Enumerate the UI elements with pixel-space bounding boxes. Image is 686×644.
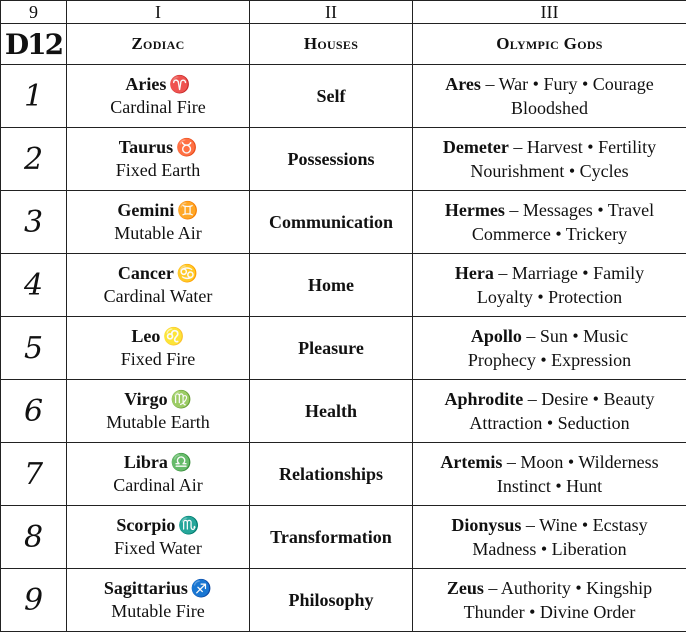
row-number: 4 <box>1 254 67 317</box>
house-cell: Relationships <box>250 443 413 506</box>
god-name: Apollo <box>470 326 522 346</box>
god-attributes-2: Commerce • Trickery <box>471 224 628 244</box>
zodiac-cell <box>67 317 250 380</box>
god-cell <box>413 569 686 632</box>
god-attributes-2: Instinct • Hunt <box>496 476 603 496</box>
zodiac-cell <box>67 254 250 317</box>
row-number: 6 <box>1 380 67 443</box>
house-cell: Transformation <box>250 506 413 569</box>
god-attributes-1: – Moon • Wilderness <box>502 452 659 472</box>
god-name: Demeter <box>442 137 509 157</box>
sign-modality: Cardinal Fire <box>110 97 206 117</box>
corner-number: 9 <box>1 1 67 24</box>
zodiac-cell <box>67 380 250 443</box>
god-attributes-1: – War • Fury • Courage <box>480 74 654 94</box>
sign-modality: Cardinal Water <box>103 286 213 306</box>
column-roman-2: II <box>250 1 413 24</box>
sign-name: Cancer ♋ <box>117 263 199 283</box>
god-cell <box>413 191 686 254</box>
column-title-houses: Houses <box>250 24 413 65</box>
god-attributes-2: Madness • Liberation <box>472 539 627 559</box>
sign-name: Taurus ♉ <box>118 137 198 157</box>
god-cell <box>413 506 686 569</box>
god-cell <box>413 443 686 506</box>
god-attributes-1: – Desire • Beauty <box>523 389 655 409</box>
zodiac-glyph-icon: ♏ <box>178 516 200 535</box>
god-attributes-1: – Authority • Kingship <box>483 578 653 598</box>
house-cell: Health <box>250 380 413 443</box>
house-cell: Philosophy <box>250 569 413 632</box>
sign-name: Sagittarius ♐ <box>103 578 213 598</box>
table-row <box>1 254 686 317</box>
sign-name: Leo ♌ <box>131 326 185 346</box>
zodiac-glyph-icon: ♎ <box>170 453 193 472</box>
table-row <box>1 317 686 380</box>
god-attributes-1: – Marriage • Family <box>493 263 645 283</box>
table-row <box>1 380 686 443</box>
god-attributes-2: Prophecy • Expression <box>467 350 632 370</box>
god-attributes-2: Loyalty • Protection <box>476 287 623 307</box>
god-name: Ares <box>445 74 481 94</box>
house-cell: Pleasure <box>250 317 413 380</box>
house-cell: Home <box>250 254 413 317</box>
sign-name: Gemini ♊ <box>117 200 199 220</box>
god-name: Dionysus <box>451 515 522 535</box>
sign-modality: Cardinal Air <box>113 475 203 495</box>
table-row <box>1 191 686 254</box>
zodiac-glyph-icon: ♊ <box>177 201 199 220</box>
corner-label: D12 <box>1 24 67 65</box>
row-number: 5 <box>1 317 67 380</box>
row-number: 7 <box>1 443 67 506</box>
god-name: Artemis <box>440 452 503 472</box>
zodiac-glyph-icon: ♍ <box>170 390 192 409</box>
sign-modality: Mutable Air <box>114 223 202 243</box>
god-attributes-1: – Harvest • Fertility <box>508 137 657 157</box>
zodiac-cell <box>67 128 250 191</box>
sign-name: Libra ♎ <box>123 452 193 472</box>
roman-header-row <box>1 1 686 24</box>
zodiac-cell <box>67 191 250 254</box>
zodiac-cell <box>67 443 250 506</box>
table-row <box>1 65 686 128</box>
column-roman-1: I <box>67 1 250 24</box>
house-cell: Possessions <box>250 128 413 191</box>
god-cell <box>413 65 686 128</box>
zodiac-glyph-icon: ♉ <box>176 138 198 157</box>
god-cell <box>413 254 686 317</box>
zodiac-glyph-icon: ♋ <box>176 264 199 283</box>
zodiac-glyph-icon: ♐ <box>190 579 213 598</box>
god-cell <box>413 317 686 380</box>
column-title-gods: Olympic Gods <box>413 24 686 65</box>
god-name: Hera <box>454 263 494 283</box>
god-name: Aphrodite <box>444 389 524 409</box>
table-row <box>1 128 686 191</box>
sign-modality: Fixed Water <box>114 538 202 558</box>
house-cell: Communication <box>250 191 413 254</box>
god-attributes-1: – Sun • Music <box>521 326 629 346</box>
row-number: 1 <box>1 65 67 128</box>
house-cell: Self <box>250 65 413 128</box>
column-roman-3: III <box>413 1 686 24</box>
zodiac-glyph-icon: ♌ <box>163 327 185 346</box>
column-title-zodiac: Zodiac <box>67 24 250 65</box>
god-attributes-2: Bloodshed <box>510 98 588 118</box>
table-row <box>1 506 686 569</box>
sign-modality: Mutable Earth <box>106 412 210 432</box>
god-attributes-1: – Messages • Travel <box>504 200 655 220</box>
sign-modality: Fixed Fire <box>120 349 196 369</box>
god-name: Zeus <box>446 578 484 598</box>
sign-modality: Mutable Fire <box>111 601 205 621</box>
title-header-row <box>1 24 686 65</box>
row-number: 8 <box>1 506 67 569</box>
sign-name: Aries ♈ <box>125 74 191 94</box>
sign-modality: Fixed Earth <box>115 160 201 180</box>
zodiac-cell <box>67 65 250 128</box>
zodiac-cell <box>67 506 250 569</box>
row-number: 2 <box>1 128 67 191</box>
row-number: 9 <box>1 569 67 632</box>
god-attributes-2: Nourishment • Cycles <box>470 161 629 181</box>
table-row <box>1 569 686 632</box>
sign-name: Virgo ♍ <box>124 389 192 409</box>
zodiac-cell <box>67 569 250 632</box>
god-cell <box>413 128 686 191</box>
god-attributes-2: Thunder • Divine Order <box>463 602 636 622</box>
table-row <box>1 443 686 506</box>
god-attributes-2: Attraction • Seduction <box>469 413 630 433</box>
god-cell <box>413 380 686 443</box>
god-attributes-1: – Wine • Ecstasy <box>521 515 648 535</box>
row-number: 3 <box>1 191 67 254</box>
zodiac-glyph-icon: ♈ <box>169 75 191 94</box>
sign-name: Scorpio ♏ <box>116 515 200 535</box>
god-name: Hermes <box>444 200 505 220</box>
